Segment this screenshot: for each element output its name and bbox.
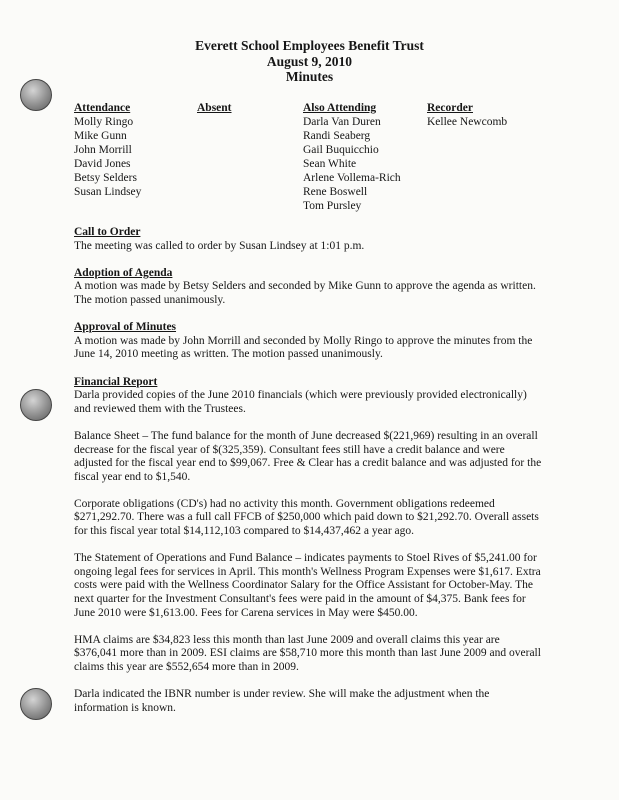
- also-attending-name: Randi Seaberg: [303, 130, 371, 142]
- recorder-name: Kellee Newcomb: [427, 116, 508, 128]
- also-attending-name: Sean White: [303, 158, 357, 170]
- financial-report-section: [74, 376, 544, 716]
- also-attending-name: Rene Boswell: [303, 186, 368, 198]
- attendance-column: [74, 101, 141, 199]
- also-attending-heading: Also Attending: [303, 102, 377, 114]
- financial-paragraph: Darla provided copies of the June 2010 financials (which were previously provided electronically) and reviewed them with the Trustees.: [74, 389, 527, 415]
- attendee-name: Mike Gunn: [74, 130, 127, 142]
- absent-heading: Absent: [197, 102, 232, 114]
- also-attending-column: [303, 101, 401, 213]
- binder-hole: [20, 688, 52, 720]
- financial-paragraph: The Statement of Operations and Fund Balance – indicates payments to Stoel Rives of $5,241.00 for ongoing legal fees for services in April. This month's Wellness Program Expenses were $1,617. Extra costs were paid with the Wellness Coordinator Salary for the Office Assistant for October-May. The next quarter for the Investment Consultant's fees were paid in the amount of $4,375. Bank fees for June 2010 were $1,613.00. Fees for Carena services in May were $450.00.: [74, 552, 541, 619]
- section-text: The meeting was called to order by Susan Lindsey at 1:01 p.m.: [74, 239, 365, 252]
- recorder-heading: Recorder: [427, 102, 473, 114]
- financial-paragraph: Darla indicated the IBNR number is under review. She will make the adjustment when the information is known.: [74, 688, 490, 714]
- also-attending-name: Gail Buquicchio: [303, 144, 379, 156]
- financial-paragraph: HMA claims are $34,823 less this month than last June 2009 and overall claims this year are $376,041 more than in 2009. ESI claims are $58,710 more this month than last June 2009 and overall claims this year are $552,654 more than in 2009.: [74, 633, 541, 673]
- approval-of-minutes-section: [74, 321, 544, 362]
- attendee-name: Susan Lindsey: [74, 186, 142, 198]
- section-heading: Approval of Minutes: [74, 321, 177, 334]
- binder-hole: [20, 389, 52, 421]
- also-attending-name: Arlene Vollema-Rich: [303, 172, 401, 184]
- also-attending-name: Tom Pursley: [303, 200, 362, 212]
- attendee-name: John Morrill: [74, 144, 132, 156]
- section-text: A motion was made by Betsy Selders and seconded by Mike Gunn to approve the agenda as written. The motion passed unanimously.: [74, 280, 536, 306]
- section-heading: Financial Report: [74, 375, 158, 388]
- call-to-order-section: [74, 226, 544, 253]
- meeting-date: August 9, 2010: [266, 53, 353, 69]
- also-attending-name: Darla Van Duren: [303, 116, 381, 128]
- section-heading: Call to Order: [74, 226, 141, 238]
- attendance-heading: Attendance: [74, 102, 131, 114]
- absent-column: [197, 101, 232, 115]
- adoption-of-agenda-section: [74, 267, 544, 308]
- financial-paragraph: Balance Sheet – The fund balance for the month of June decreased $(221,969) resulting in an overall decrease for the fiscal year of $(325,359). Consultant fees still have a credit balance and were adjusted for the fiscal year end to $99,067. Free & Clear has a credit balance and was adjusted for the fiscal year end to $1,540.: [74, 429, 542, 483]
- document-header: [0, 38, 619, 85]
- financial-paragraph: Corporate obligations (CD's) had no activity this month. Government obligations redeemed $271,292.70. There was a full call FFCB of $250,000 which paid down to $21,292.70. Overall assets for this fiscal year total $14,112,103 compared to $14,437,462 a year ago.: [74, 497, 539, 538]
- attendee-name: Molly Ringo: [74, 116, 134, 128]
- organization-title: Everett School Employees Benefit Trust: [195, 38, 424, 53]
- section-heading: Adoption of Agenda: [74, 266, 173, 279]
- recorder-column: [427, 101, 507, 129]
- minutes-body: [74, 226, 544, 729]
- document-type: Minutes: [285, 69, 334, 84]
- attendee-name: Betsy Selders: [74, 172, 137, 184]
- section-text: A motion was made by John Morrill and seconded by Molly Ringo to approve the minutes from the June 14, 2010 meeting as written. The motion passed unanimously.: [74, 334, 533, 361]
- attendee-name: David Jones: [74, 158, 131, 170]
